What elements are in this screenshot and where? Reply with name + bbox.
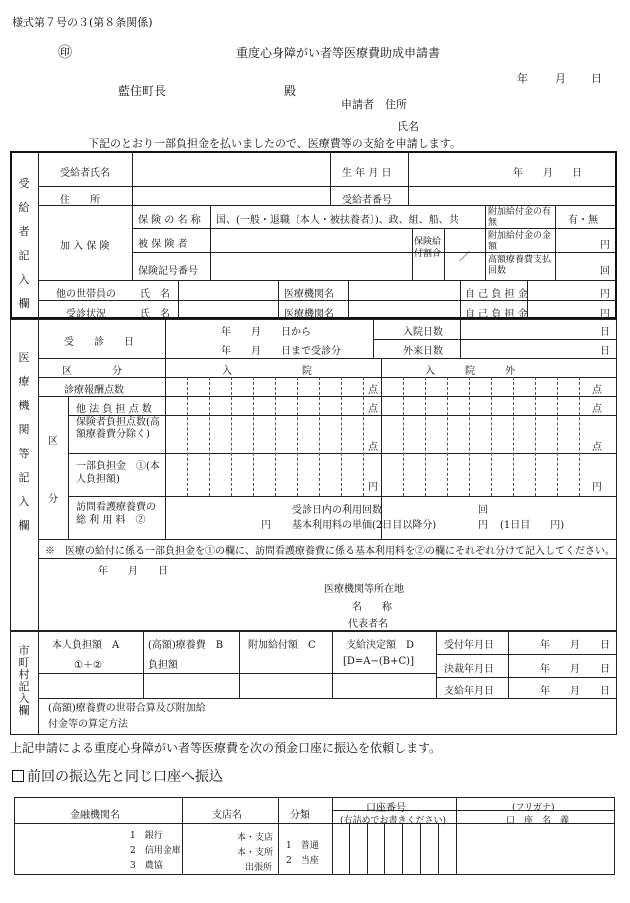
insurer-points-unit-in: 点 bbox=[368, 442, 378, 453]
account-number-label: 口座番号 bbox=[366, 803, 406, 814]
other-copay-yen-2: 円 bbox=[600, 309, 610, 320]
medical-date[interactable]: 年 月 日 bbox=[98, 566, 168, 577]
medical-note: ※ 医療の給付に係る一部負担金を①の欄に、訪問看護療養費に係る基本利用料を②の欄にそれぞれ分けて記入してください。 bbox=[45, 546, 615, 557]
other-law-unit-out: 点 bbox=[592, 404, 602, 415]
copay-1-label: 一部負担金 ①(本人負担額) bbox=[76, 461, 160, 485]
col-b-label: (高額)療養費 B bbox=[148, 640, 224, 651]
dono: 殿 bbox=[284, 84, 297, 98]
other-members-label: 他の世帯員の bbox=[56, 289, 116, 300]
institution-location-label: 医療機関等所在地 bbox=[324, 584, 404, 595]
branch-option-shiten[interactable]: 本・支店 bbox=[237, 833, 274, 843]
copay-1-yen-out: 円 bbox=[592, 482, 602, 493]
outpatient-heading: 入 院 外 bbox=[425, 366, 515, 377]
nursing-unit-price-text: 基本利用料の単価(2日目以降分) bbox=[292, 520, 437, 531]
points-unit-in: 点 bbox=[368, 385, 378, 396]
decision-date-label: 決裁年月日 bbox=[444, 664, 494, 675]
insured-field[interactable] bbox=[211, 230, 411, 250]
kubun-label: 区 bbox=[48, 436, 58, 447]
inpatient-heading: 入 院 bbox=[222, 366, 312, 377]
nursing-day-one: (1日目 円) bbox=[500, 520, 565, 531]
bank-request-text: 上記申請による重度心身障がい者等医療費を次の預金口座に振込を依頼します。 bbox=[10, 741, 442, 755]
insurance-label: 加 入 保 険 bbox=[60, 241, 110, 252]
institution-rep-label: 代表者名 bbox=[348, 619, 388, 630]
birth-month: 月 bbox=[543, 168, 553, 179]
nursing-times-unit: 回 bbox=[478, 505, 488, 516]
nursing-visits-text: 受診日内の利用回数 bbox=[292, 505, 382, 516]
copay-1-yen-in: 円 bbox=[368, 482, 378, 493]
symbol-field[interactable] bbox=[211, 255, 411, 277]
col-b-sub: 負担額 bbox=[148, 660, 178, 671]
date-month: 月 bbox=[555, 72, 566, 85]
other-name-label-2: 氏 名 bbox=[140, 309, 170, 320]
col-d-label: 支給決定額 D bbox=[346, 640, 415, 651]
insured-label: 被 保 険 者 bbox=[138, 239, 188, 250]
form-number: 様式第７号の３(第８条関係) bbox=[12, 16, 153, 29]
checkbox-icon[interactable] bbox=[12, 770, 24, 782]
nursing-label: 訪問看護療養費の総 利 用 料 ② bbox=[76, 502, 156, 526]
bun-label: 分 bbox=[48, 494, 58, 505]
outpatient-days-label: 外来日数 bbox=[403, 346, 443, 357]
form-title: 重度心身障がい者等医療費助成申請書 bbox=[236, 46, 441, 60]
inst-option-shinkin[interactable]: 2 信用金庫 bbox=[130, 846, 181, 856]
branch-option-shuchojo[interactable]: 出張所 bbox=[245, 863, 273, 873]
extra-benefit-value[interactable]: 有・無 bbox=[568, 215, 598, 226]
branch-option-shisho[interactable]: 本・支所 bbox=[237, 848, 274, 858]
extra-amount-yen: 円 bbox=[600, 240, 610, 251]
address-field[interactable] bbox=[133, 188, 329, 204]
calc-method-label: (高額)療養費の世帯合算及び附加給付金等の算定方法 bbox=[48, 703, 206, 730]
inst-option-nokyo[interactable]: 3 農協 bbox=[130, 861, 163, 871]
address-label: 住 所 bbox=[60, 195, 100, 206]
other-institution-label-2: 医療機関名 bbox=[284, 309, 334, 320]
bank-branch-label: 支店名 bbox=[212, 810, 242, 821]
birth-day: 日 bbox=[572, 168, 582, 179]
bank-type-label: 分類 bbox=[290, 810, 310, 821]
col-d-formula: [D=A−(B+C)] bbox=[343, 656, 414, 667]
medical-section-label: 医療機関等記入欄 bbox=[18, 351, 30, 532]
decision-date-ymd[interactable]: 年 月 日 bbox=[540, 664, 610, 675]
benefit-rate-label: 保険給付割合 bbox=[414, 237, 442, 259]
received-date-label: 受付年月日 bbox=[444, 640, 494, 651]
applicant-address-label: 申請者 住所 bbox=[341, 98, 407, 111]
other-name-label-1: 氏 名 bbox=[140, 289, 170, 300]
recipient-number-field[interactable] bbox=[409, 188, 615, 204]
visit-label: 受 診 日 bbox=[64, 337, 134, 348]
inst-option-bank[interactable]: 1 銀行 bbox=[130, 831, 163, 841]
insurer-points-unit-out: 点 bbox=[592, 442, 602, 453]
account-holder-label: 口 座 名 義 bbox=[506, 816, 570, 826]
same-account-label: 前回の振込先と同じ口座へ振込 bbox=[27, 769, 223, 785]
rate-slash[interactable]: ／ bbox=[459, 250, 470, 263]
addressee: 藍住町長 bbox=[118, 84, 167, 98]
points-label: 診療報酬点数 bbox=[64, 385, 124, 396]
recipient-number-label: 受給者番号 bbox=[342, 195, 392, 206]
other-law-label: 他 法 負 担 点 数 bbox=[76, 404, 152, 415]
inpatient-day-unit: 日 bbox=[600, 327, 610, 338]
other-institution-label-1: 医療機関名 bbox=[284, 289, 334, 300]
insurer-types[interactable]: 国、(一般・退職〔本人・被扶養者〕)、政、組、船、共 bbox=[216, 215, 459, 226]
recipient-section-label: 受給者記入欄 bbox=[18, 177, 30, 310]
col-a-formula: ①＋② bbox=[74, 660, 102, 671]
high-cost-times: 回 bbox=[600, 266, 610, 277]
inpatient-days-label: 入院日数 bbox=[403, 327, 443, 338]
other-copay-label-1: 自 己 負 担 金 bbox=[465, 289, 528, 300]
account-number-note: (右詰めでお書きください) bbox=[340, 816, 447, 826]
symbol-label: 保険記号番号 bbox=[138, 266, 198, 277]
high-cost-label: 高額療養費支払回数 bbox=[488, 255, 552, 276]
nursing-total-yen: 円 bbox=[261, 520, 271, 531]
visit-from[interactable]: 年 月 日から bbox=[221, 327, 311, 338]
kana-label: (フリガナ) bbox=[512, 803, 555, 813]
insurer-name-label: 保 険 の 名 称 bbox=[138, 215, 201, 226]
col-a-label: 本人負担額 A bbox=[52, 640, 120, 651]
category-label: 区 分 bbox=[62, 366, 122, 377]
institution-name-label: 名 称 bbox=[352, 602, 392, 613]
bank-institution-label: 金融機関名 bbox=[70, 810, 120, 821]
payment-date-ymd[interactable]: 年 月 日 bbox=[540, 686, 610, 697]
extra-amount-label: 附加給付金の金額 bbox=[488, 231, 552, 252]
insurer-points-label: 保険者負担点数(高額療養費分除く) bbox=[76, 417, 160, 440]
points-unit-out: 点 bbox=[592, 385, 602, 396]
seal-icon: ㊞ bbox=[58, 45, 72, 61]
payment-date-label: 支給年月日 bbox=[444, 686, 494, 697]
type-option-futsu[interactable]: 1 普通 bbox=[286, 841, 319, 851]
recipient-name-label: 受給者氏名 bbox=[60, 168, 110, 179]
birth-label: 生 年 月 日 bbox=[342, 168, 392, 179]
outpatient-day-unit: 日 bbox=[600, 346, 610, 357]
town-section-label: 市町村記入欄 bbox=[18, 644, 30, 717]
intro-text: 下記のとおり一部負担金を払いましたので、医療費等の支給を申請します。 bbox=[88, 137, 461, 150]
date-day: 日 bbox=[591, 72, 602, 85]
birth-year: 年 bbox=[513, 168, 523, 179]
received-date-ymd[interactable]: 年 月 日 bbox=[540, 640, 610, 651]
extra-benefit-label: 附加給付金の有無 bbox=[488, 207, 552, 228]
applicant-name-label: 氏名 bbox=[397, 120, 419, 133]
other-copay-label-2: 自 己 負 担 金 bbox=[465, 309, 528, 320]
col-c-label: 附加給付額 C bbox=[248, 640, 316, 651]
recipient-name-field[interactable] bbox=[133, 164, 329, 184]
nursing-unit-yen: 円 bbox=[478, 520, 488, 531]
other-copay-yen-1: 円 bbox=[600, 289, 610, 300]
date-year: 年 bbox=[517, 72, 528, 85]
visit-to[interactable]: 年 月 日まで受診分 bbox=[221, 346, 341, 357]
type-option-toza[interactable]: 2 当座 bbox=[286, 856, 319, 866]
other-status-label: 受診状況 bbox=[66, 309, 106, 320]
same-account-option[interactable] bbox=[12, 766, 223, 786]
other-law-unit-in: 点 bbox=[368, 404, 378, 415]
